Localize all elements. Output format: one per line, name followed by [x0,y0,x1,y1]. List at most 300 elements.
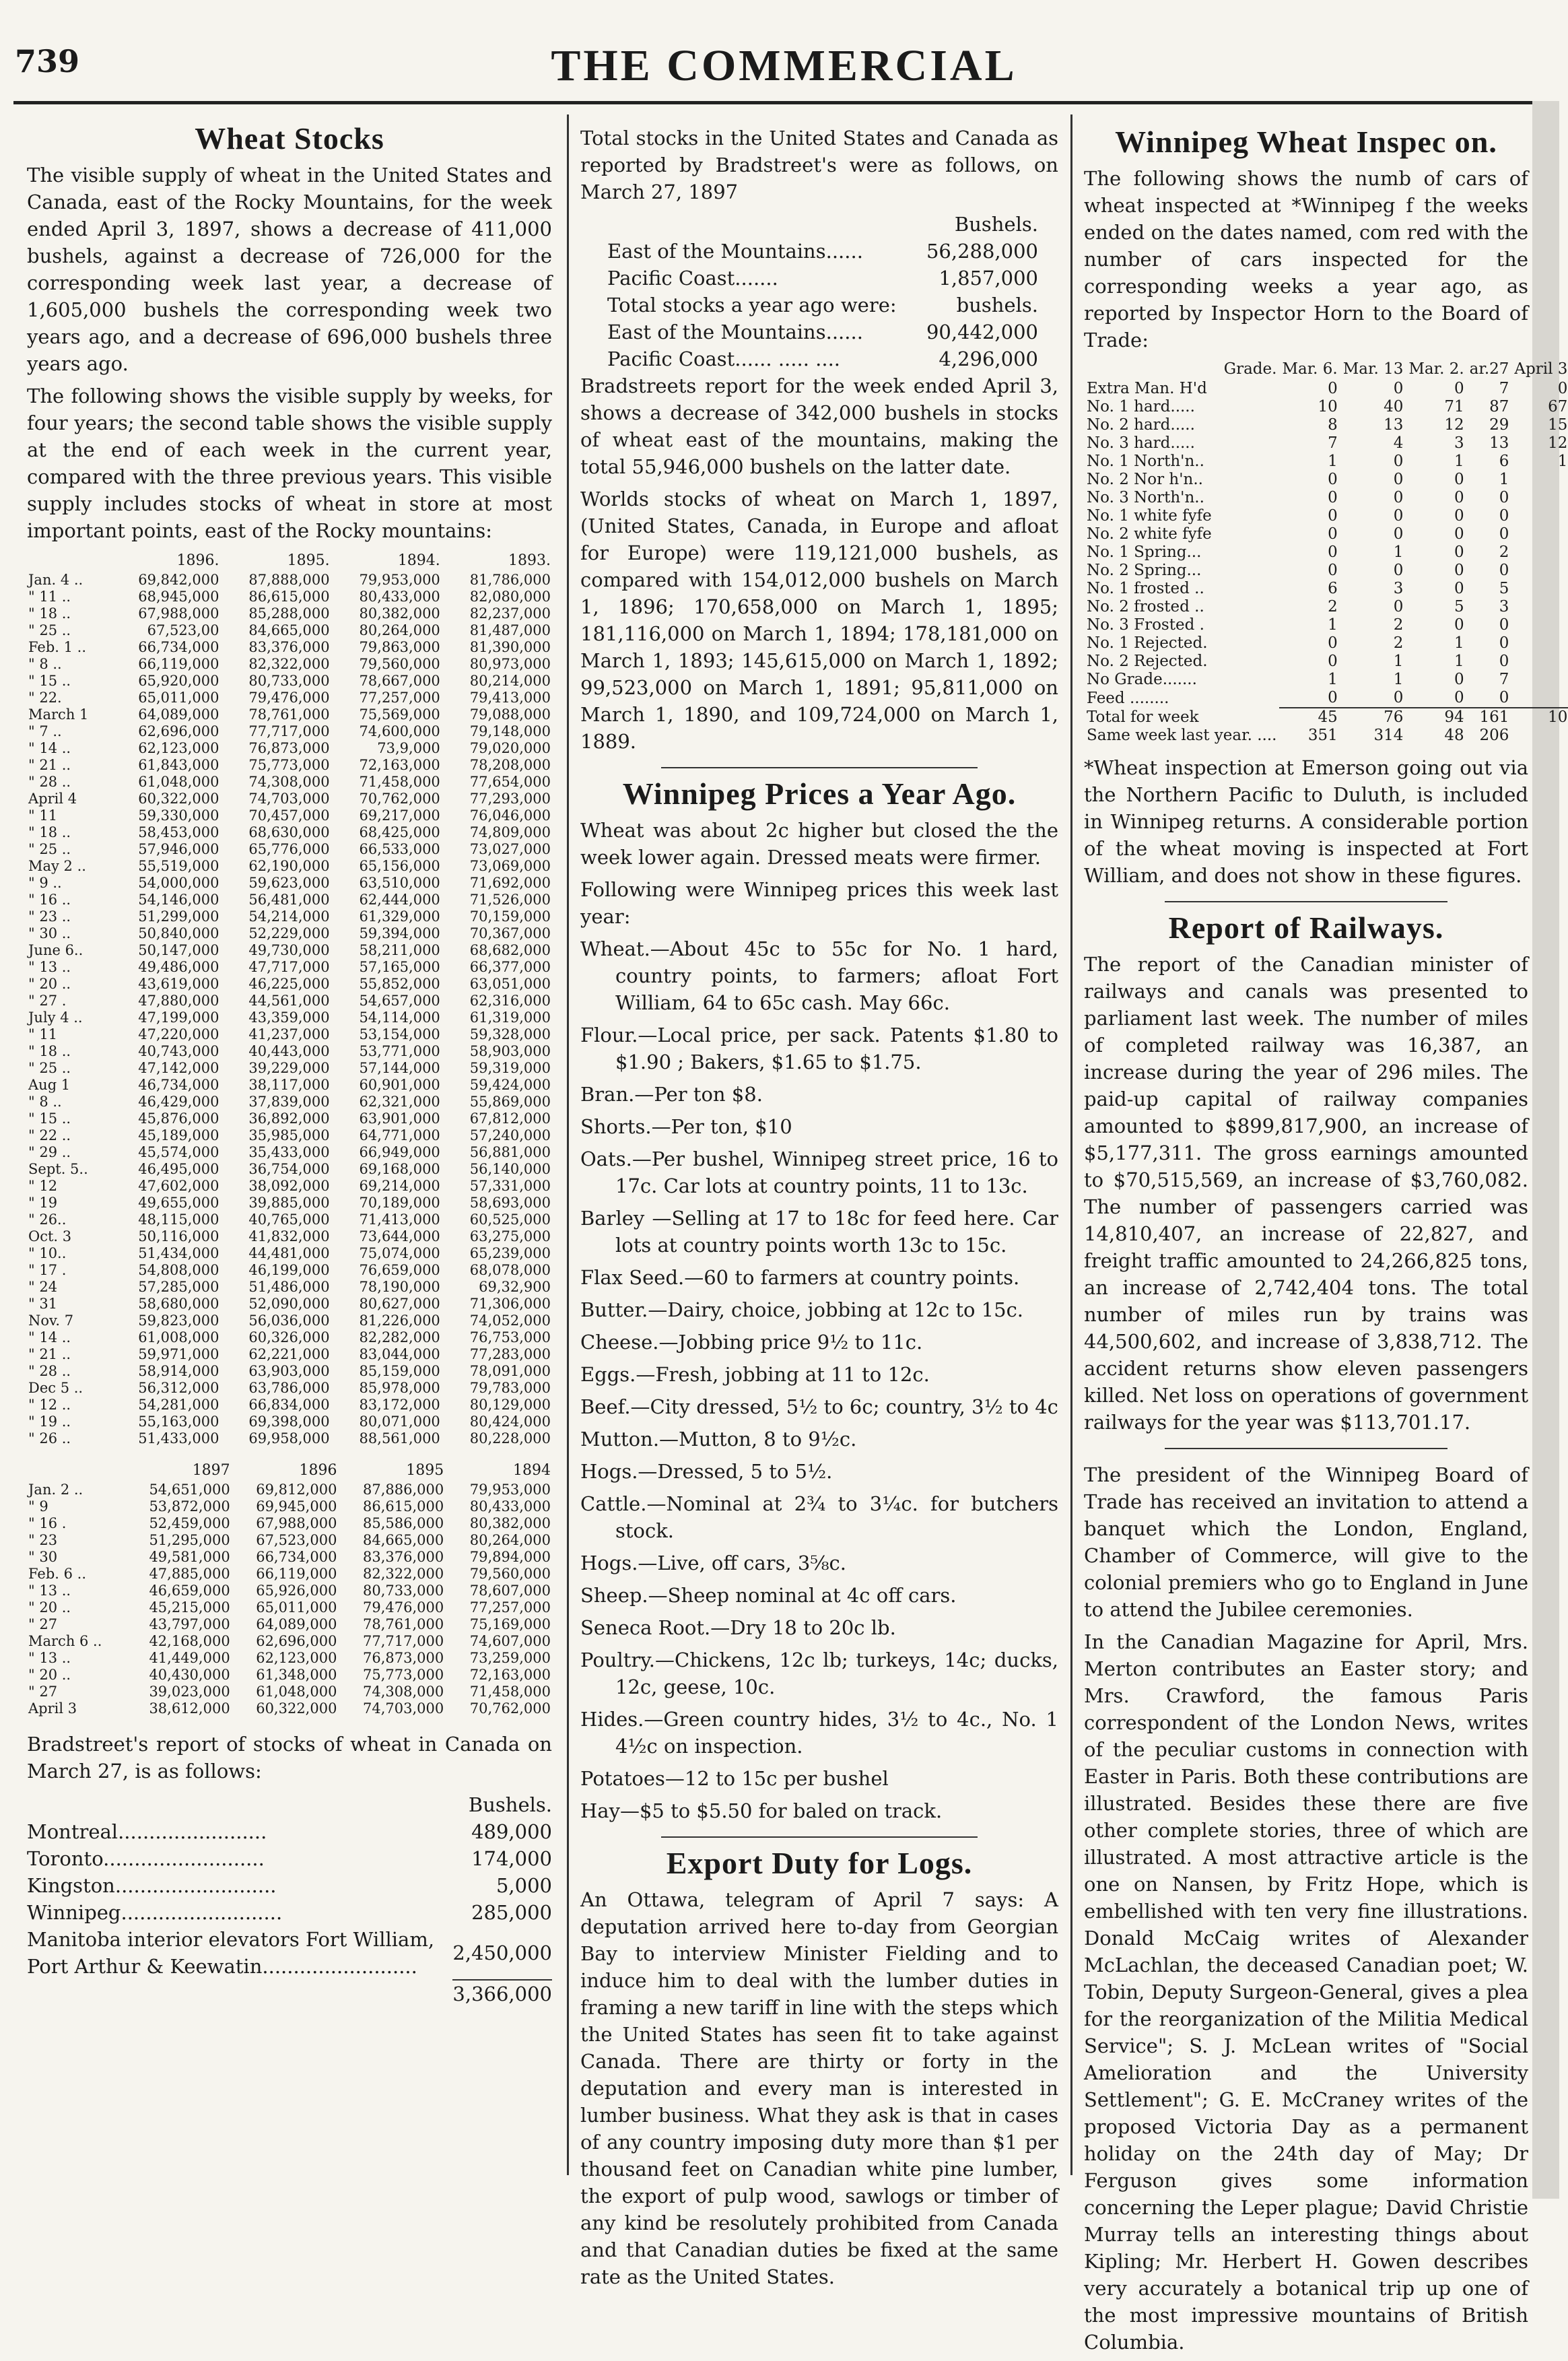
table-row [27,572,552,589]
winnipeg-prices-heading: Winnipeg Prices a Year Ago. [622,776,1017,811]
table-cell: 76,873,000 [248,740,330,756]
table-cell: 70,367,000 [469,925,551,941]
table-cell: 70,189,000 [359,1195,440,1211]
table-cell: " 27 [28,1616,58,1632]
table-cell: 0 [1328,543,1338,561]
table-cell: " 13 .. [28,1650,71,1666]
column-3 [1084,125,1568,2361]
table-cell: No. 2 frosted .. [1087,598,1204,616]
table-cell: 77,257,000 [359,690,440,706]
table-cell: " 22. [28,690,62,706]
column-header: Grade. [1223,360,1277,378]
table-row [1084,580,1568,598]
table-cell: Oct. 3 [28,1228,72,1244]
column-header [27,550,110,572]
table-cell: 0 [1393,453,1404,470]
column-header: 1894 [513,1462,551,1479]
table-cell: 73,9,000 [377,740,440,756]
table-cell: 47,885,000 [149,1566,230,1582]
table-cell: 0 [1328,489,1338,506]
table-cell: No Grade....... [1087,671,1197,688]
column-header: Mar. 13 [1342,360,1404,378]
table-cell: 69,842,000 [138,572,219,588]
table-cell: " 25 .. [28,841,71,857]
table-cell: 52,229,000 [248,925,330,941]
table-cell: " 26.. [28,1211,67,1228]
table-row [1084,634,1568,653]
section-rule [661,767,978,768]
table-cell: 79,020,000 [469,740,551,756]
table-cell: 4 [1393,434,1404,452]
table-cell: 62,123,000 [138,740,219,756]
table-row [27,1009,552,1026]
table-cell: 56,312,000 [138,1380,219,1396]
table-row [1084,434,1568,453]
table-cell: 51,295,000 [149,1532,230,1548]
table-cell: 68,630,000 [248,824,330,840]
worlds-stocks-para: Worlds stocks of wheat on March 1, 1897, (United States, Canada, in Europe and afloat for Europe) were 119,121,000 bushels, as compared with 154,012,000 bushels on March 1, 1896; 170,658,000 on March 1, 1895; 181,116,000 on March 1, 1894; 178,181,000 on March 1, 1893; 145,615,000 on March 1, 1892; 99,523,000 on March 1, 1891; 95,811,000 on March 1, 1890, and 109,724,000 on March 1, 1889. [580,488,1058,753]
price-item: Shorts.—Per ton, $10 [580,1115,792,1138]
table-cell: 0 [1393,471,1404,488]
table-cell: 61,319,000 [469,1009,551,1026]
table-cell: 58,680,000 [138,1296,219,1312]
table-cell: " 24 [28,1279,58,1295]
stock-label: East of the Mountains...... [607,321,863,343]
table-row [1084,525,1568,543]
table-row [1084,616,1568,634]
price-item: Bran.—Per ton $8. [580,1083,763,1106]
table-cell: " 12 .. [28,1397,71,1413]
wheat-inspection-intro: The following shows the numb of cars of wheat inspected at *Winnipeg f the weeks ended on the dates named, com red with the number of cars inspected for the corresponding weeks a year ago, as reported by Inspector Horn to the Board of Trade: [1084,167,1528,352]
table-cell: 0 [1328,689,1338,706]
table-cell: 75,773,000 [362,1667,444,1683]
table-cell: 50,147,000 [138,942,219,958]
bushels-value: 285,000 [471,1901,552,1924]
visible-supply-table-1893-1896 [27,550,552,1447]
table-cell: 0 [1499,562,1509,579]
table-cell: 43,619,000 [138,976,219,992]
table-cell: " 10.. [28,1245,67,1261]
table-cell: 59,424,000 [469,1077,551,1093]
table-cell: 51,433,000 [138,1430,219,1446]
table-cell: " 14 .. [28,740,71,756]
table-cell: 1 [1454,653,1464,670]
table-row [27,1899,552,1926]
column-header: 1895 [406,1462,444,1479]
table-cell: 43,797,000 [149,1616,230,1632]
price-item: Potatoes—12 to 15c per bushel [580,1767,889,1790]
table-row [27,1633,552,1650]
table-cell [1511,653,1568,671]
table-cell: 38,612,000 [149,1700,230,1717]
table-cell: 69,398,000 [248,1414,330,1430]
table-cell: 1 [1393,671,1404,688]
table-cell: 29 [1489,416,1509,434]
table-row [27,1060,552,1077]
table-cell [1511,543,1568,562]
table-cell: 65,926,000 [256,1583,337,1599]
table-cell: 77,283,000 [469,1346,551,1362]
table-cell: 53,771,000 [359,1043,440,1059]
table-row [27,892,552,908]
table-cell: 0 [1328,507,1338,525]
prices-intro-2: Following were Winnipeg prices this week last year: [580,878,1058,928]
table-cell: 80,382,000 [359,605,440,622]
column-1 [27,121,552,2007]
table-row [27,858,552,875]
table-cell: 61,048,000 [138,774,219,790]
table-cell: " 19 .. [28,1414,71,1430]
table-cell: 57,165,000 [359,959,440,975]
table-row [1084,471,1568,489]
table-cell: 49,730,000 [248,942,330,958]
table-cell: 0 [1454,689,1464,706]
table-cell: 1 [1454,453,1464,470]
table-cell: 6 [1499,453,1509,470]
table-cell: 0 [1557,380,1568,397]
table-cell: Jan. 2 .. [28,1482,83,1498]
table-cell: " 21 .. [28,757,71,773]
prices-intro: Wheat was about 2c higher but closed the the week lower again. Dressed meats were firmer. [580,819,1058,869]
table-row [27,875,552,892]
table-cell: 77,654,000 [469,774,551,790]
table-cell: 40,430,000 [149,1667,230,1683]
table-row [27,1700,552,1717]
table-cell: 65,920,000 [138,673,219,689]
column-header [27,1459,125,1482]
table-row [27,706,552,723]
table-cell: " 31 [28,1296,58,1312]
table-row [27,908,552,925]
table-row [27,1667,552,1684]
table-cell: 12 [1444,416,1464,434]
table-cell: 68,682,000 [469,942,551,958]
table-cell: 82,237,000 [469,605,551,622]
column-2 [580,125,1058,2296]
table-row [27,1312,552,1329]
table-cell: No. 1 Spring... [1087,543,1202,561]
table-cell: 54,651,000 [149,1482,230,1498]
column-header: 1895. [287,552,330,569]
table-cell: Aug 1 [28,1077,71,1093]
table-cell [1511,598,1568,616]
table-cell: 61,348,000 [256,1667,337,1683]
table-row [27,1346,552,1363]
bushels-value: 489,000 [471,1820,552,1843]
table-cell: No. 2 Spring... [1087,562,1202,579]
price-item: Hides.—Green country hides, 3½ to 4c., No. 1 4½c on inspection. [580,1708,1058,1758]
price-item: Mutton.—Mutton, 8 to 9½c. [580,1428,857,1451]
table-cell: 35,433,000 [248,1144,330,1160]
table-cell: " 19 [28,1195,58,1211]
table-row [1084,489,1568,507]
table-row [27,1195,552,1211]
table-cell: " 17 . [28,1262,67,1278]
table-cell: 0 [1454,616,1464,634]
table-cell: 72,163,000 [359,757,440,773]
table-cell: 0 [1328,562,1338,579]
table-cell: 53,872,000 [149,1498,230,1515]
table-cell: 55,519,000 [138,858,219,874]
table-row [27,1110,552,1127]
inspection-footnote: *Wheat inspection at Emerson going out via the Northern Pacific to Duluth, is included in Winnipeg returns. A considerable portion of the wheat moving is inspected at Fort William, and does not show in these figures. [1084,756,1528,887]
table-cell: 1 [1557,453,1568,470]
table-cell: 54,808,000 [138,1262,219,1278]
export-duty-heading: Export Duty for Logs. [666,1846,973,1880]
masthead-rule [13,101,1535,104]
table-cell: 47,199,000 [138,1009,219,1026]
table-cell [1511,525,1568,543]
table-cell: 66,734,000 [256,1549,337,1565]
table-cell: 0 [1328,471,1338,488]
table-cell: " 11 .. [28,589,71,605]
wheat-stocks-intro: The visible supply of wheat in the United States and Canada, east of the Rocky Mountains, for the week ended April 3, 1897, shows a decrease of 411,000 bushels, against a decrease of 726,000 for the corresponding week last year, a decrease of 1,605,000 bushels the corresponding week two years ago, and a decrease of 696,000 bushels three years ago. [27,164,552,375]
table-cell: Nov. 7 [28,1312,74,1329]
column-header: 1896 [299,1462,337,1479]
table-cell: 47,880,000 [138,993,219,1009]
table-cell: 49,486,000 [138,959,219,975]
table-cell: 40,443,000 [248,1043,330,1059]
table-cell: No. 2 Nor h'n.. [1087,471,1203,488]
table-cell: 0 [1454,562,1464,579]
table-cell: 10 [1318,398,1338,415]
table-cell: 0 [1454,489,1464,506]
table-cell: May 2 .. [28,858,86,874]
table-cell: 0 [1454,543,1464,561]
table-cell: 80,264,000 [359,622,440,638]
table-row [27,639,552,656]
table-cell: 63,510,000 [359,875,440,891]
table-cell: 63,901,000 [359,1110,440,1127]
canada-stocks-intro: Bradstreet's report of stocks of wheat in Canada on March 27, is as follows: [27,1733,552,1783]
table-cell [1511,507,1568,525]
table-cell: 0 [1454,380,1464,397]
table-cell: 0 [1328,634,1338,652]
table-cell: 70,457,000 [248,807,330,824]
table-cell: 69,168,000 [359,1161,440,1177]
table-cell: " 27 [28,1684,58,1700]
table-cell: Jan. 4 .. [28,572,83,588]
table-cell: 80,228,000 [469,1430,551,1446]
table-cell: 47,717,000 [248,959,330,975]
table-cell: 85,586,000 [362,1515,444,1531]
table-row [27,1926,552,1980]
table-cell: 161 [1467,708,1512,727]
table-cell: 79,863,000 [359,639,440,655]
table-cell: 56,881,000 [469,1144,551,1160]
table-cell: 7 [1328,434,1338,452]
table-cell: " 28 .. [28,1363,71,1379]
table-row [1084,562,1568,580]
table-row [27,925,552,942]
table-cell: 71,458,000 [359,774,440,790]
table-cell: 40 [1384,398,1404,415]
table-row [27,1818,552,1845]
table-cell: 0 [1454,471,1464,488]
table-cell: " 22 .. [28,1127,71,1143]
table-cell: " 14 .. [28,1329,71,1345]
table-cell: July 4 .. [28,1009,83,1026]
masthead: THE COMMERCIAL [551,41,1017,90]
table-cell: 80,733,000 [248,673,330,689]
table-cell: 0 [1454,525,1464,543]
table-row [27,1498,552,1515]
table-cell: 68,945,000 [138,589,219,605]
table-cell: 79,953,000 [359,572,440,588]
table-cell: 13 [1384,416,1404,434]
table-cell [1511,689,1568,708]
table-cell: 59,394,000 [359,925,440,941]
table-cell: 78,667,000 [359,673,440,689]
table-cell: 74,703,000 [248,791,330,807]
table-cell: 86,615,000 [362,1498,444,1515]
table-cell: 0 [1393,489,1404,506]
table-cell: 0 [1328,653,1338,670]
table-cell: 58,914,000 [138,1363,219,1379]
table-cell: 67,988,000 [138,605,219,622]
table-cell: 45 [1279,708,1340,727]
table-cell: 3 [1454,434,1464,452]
table-cell: 80,424,000 [469,1414,551,1430]
table-row [1084,689,1568,708]
total-stocks-intro: Total stocks in the United States and Canada as reported by Bradstreet's were as follows, on March 27, 1897 [580,127,1058,203]
table-cell: 54,146,000 [138,892,219,908]
column-header: April 3 [1514,360,1568,378]
table-row [1084,398,1568,416]
table-row [27,807,552,824]
table-cell: 50,116,000 [138,1228,219,1244]
table-cell: 43,359,000 [248,1009,330,1026]
table-cell: 8 [1328,416,1338,434]
table-cell: 61,048,000 [256,1684,337,1700]
table-cell: 58,903,000 [469,1043,551,1059]
table-cell: March 1 [28,706,89,723]
price-item: Hogs.—Live, off cars, 3⅝c. [580,1552,846,1574]
table-cell: " 26 .. [28,1430,71,1446]
table-cell: 66,533,000 [359,841,440,857]
table-cell: 74,600,000 [359,723,440,739]
table-cell: 77,257,000 [469,1599,551,1616]
table-cell: 48,115,000 [138,1211,219,1228]
bushels-value: 174,000 [471,1847,552,1870]
table-row [27,1262,552,1279]
canadian-magazine-para: In the Canadian Magazine for April, Mrs. Merton contributes an Easter story; and Mrs. Crawford, the famous Paris correspondent of the London News, writes of the peculiar customs in connection with Easter in Paris. Both these contributions are illustrated. Besides these there are five other complete stories, three of which are illustrated. A most attractive article is the one on Nansen, by Fritz Hope, which is embellished with ten very fine illustrations. Donald McCaig writes of Alexander McLachlan, the deceased Canadian poet; W. Tobin, Deputy Surgeon-General, gives a plea for the reorganization of the Militia Medical Service"; S. J. McLean writes of "Social Amelioration and the University Settlement"; G. E. McCraney writes of the proposed Victoria Day as a permanent holiday on the 24th day of May; Dr Ferguson gives some information concerning the Leper plague; David Christie Murray tells an interesting things about Kipling; Mr. Herbert H. Gowen describes very accurately a botanical trip up one of the most impressive mountains of British Columbia. [1084,1630,1528,2354]
total-row [1084,708,1568,727]
table-cell: No. 3 North'n.. [1087,489,1204,506]
table-cell: 0 [1454,507,1464,525]
table-cell: " 20 .. [28,1667,71,1683]
table-cell: 36,892,000 [248,1110,330,1127]
table-cell: " 30 [28,1549,58,1565]
table-cell [1511,562,1568,580]
table-cell: 68,425,000 [359,824,440,840]
table-cell: 13 [1489,434,1509,452]
visible-supply-table-1894-1897 [27,1459,552,1717]
table-cell: 57,144,000 [359,1060,440,1076]
price-item: Cheese.—Jobbing price 9½ to 11c. [580,1331,923,1354]
table-cell: " 20 .. [28,976,71,992]
table-cell: 45,215,000 [149,1599,230,1616]
table-cell: 52,459,000 [149,1515,230,1531]
stock-label: East of the Mountains...... [607,240,863,263]
table-cell: 46,734,000 [138,1077,219,1093]
table-cell: 351 [1307,727,1338,744]
table-row [27,1482,552,1498]
table-row [27,740,552,757]
table-cell: 78,208,000 [469,757,551,773]
table-row [27,1599,552,1616]
table-cell: 76,753,000 [469,1329,551,1345]
column-divider [1070,114,1072,2175]
price-list [580,935,1058,1824]
table-cell: No. 1 North'n.. [1087,453,1204,470]
table-cell: 70,762,000 [359,791,440,807]
table-cell: 54,281,000 [138,1397,219,1413]
table-cell: 74,809,000 [469,824,551,840]
table-cell: 79,088,000 [469,706,551,723]
table-cell: 46,495,000 [138,1161,219,1177]
table-cell: 82,322,000 [248,656,330,672]
table-row [607,265,1038,292]
table-cell: 48 [1444,727,1464,744]
table-cell: No. 1 Rejected. [1087,634,1208,652]
price-item: Wheat.—About 45c to 55c for No. 1 hard, country points, to farmers; afloat Fort William, 64 to 65c cash. May 66c. [580,937,1058,1014]
column-divider [567,114,569,2175]
table-cell: 60,326,000 [248,1329,330,1345]
table-row [27,1211,552,1228]
table-row [27,605,552,622]
table-cell: 66,119,000 [256,1566,337,1582]
table-cell: 12 [1548,434,1568,452]
table-cell: 69,812,000 [256,1482,337,1498]
table-cell: " 16 . [28,1515,67,1531]
table-cell: 77,717,000 [362,1633,444,1649]
table-cell: " 13 .. [28,959,71,975]
canada-total: 3,366,000 [452,1980,552,2007]
table-cell: 65,011,000 [138,690,219,706]
price-item: Barley —Selling at 17 to 18c for feed here. Car lots at country points worth 13c to 15c. [580,1207,1058,1257]
column-header: ar.27 [1469,360,1509,378]
table-cell: 49,655,000 [138,1195,219,1211]
table-cell: 62,696,000 [256,1633,337,1649]
table-row [27,1650,552,1667]
table-cell: 54,657,000 [359,993,440,1009]
table-cell: 87,888,000 [248,572,330,588]
table-cell: Dec 5 .. [28,1380,83,1396]
table-row [27,1583,552,1599]
table-cell: 37,839,000 [248,1094,330,1110]
table-row [27,1380,552,1397]
table-cell: 46,429,000 [138,1094,219,1110]
table-cell: 81,786,000 [469,572,551,588]
column-header: 1897 [192,1462,230,1479]
table-cell: 78,190,000 [359,1279,440,1295]
table-cell: 69,217,000 [359,807,440,824]
table-cell: No. 3 Frosted . [1087,616,1204,634]
table-cell: Feb. 6 .. [28,1566,87,1582]
table-cell: 74,052,000 [469,1312,551,1329]
table-row [27,976,552,993]
table-cell: 63,786,000 [248,1380,330,1396]
table-row [27,1329,552,1346]
table-cell: 46,659,000 [149,1583,230,1599]
stock-value: 1,857,000 [939,267,1038,290]
total-stocks-table [607,211,1038,372]
table-cell: 76,046,000 [469,807,551,824]
bushels-label: Bushels. [468,1793,552,1816]
table-cell: 46,199,000 [248,1262,330,1278]
table-row [27,1178,552,1195]
